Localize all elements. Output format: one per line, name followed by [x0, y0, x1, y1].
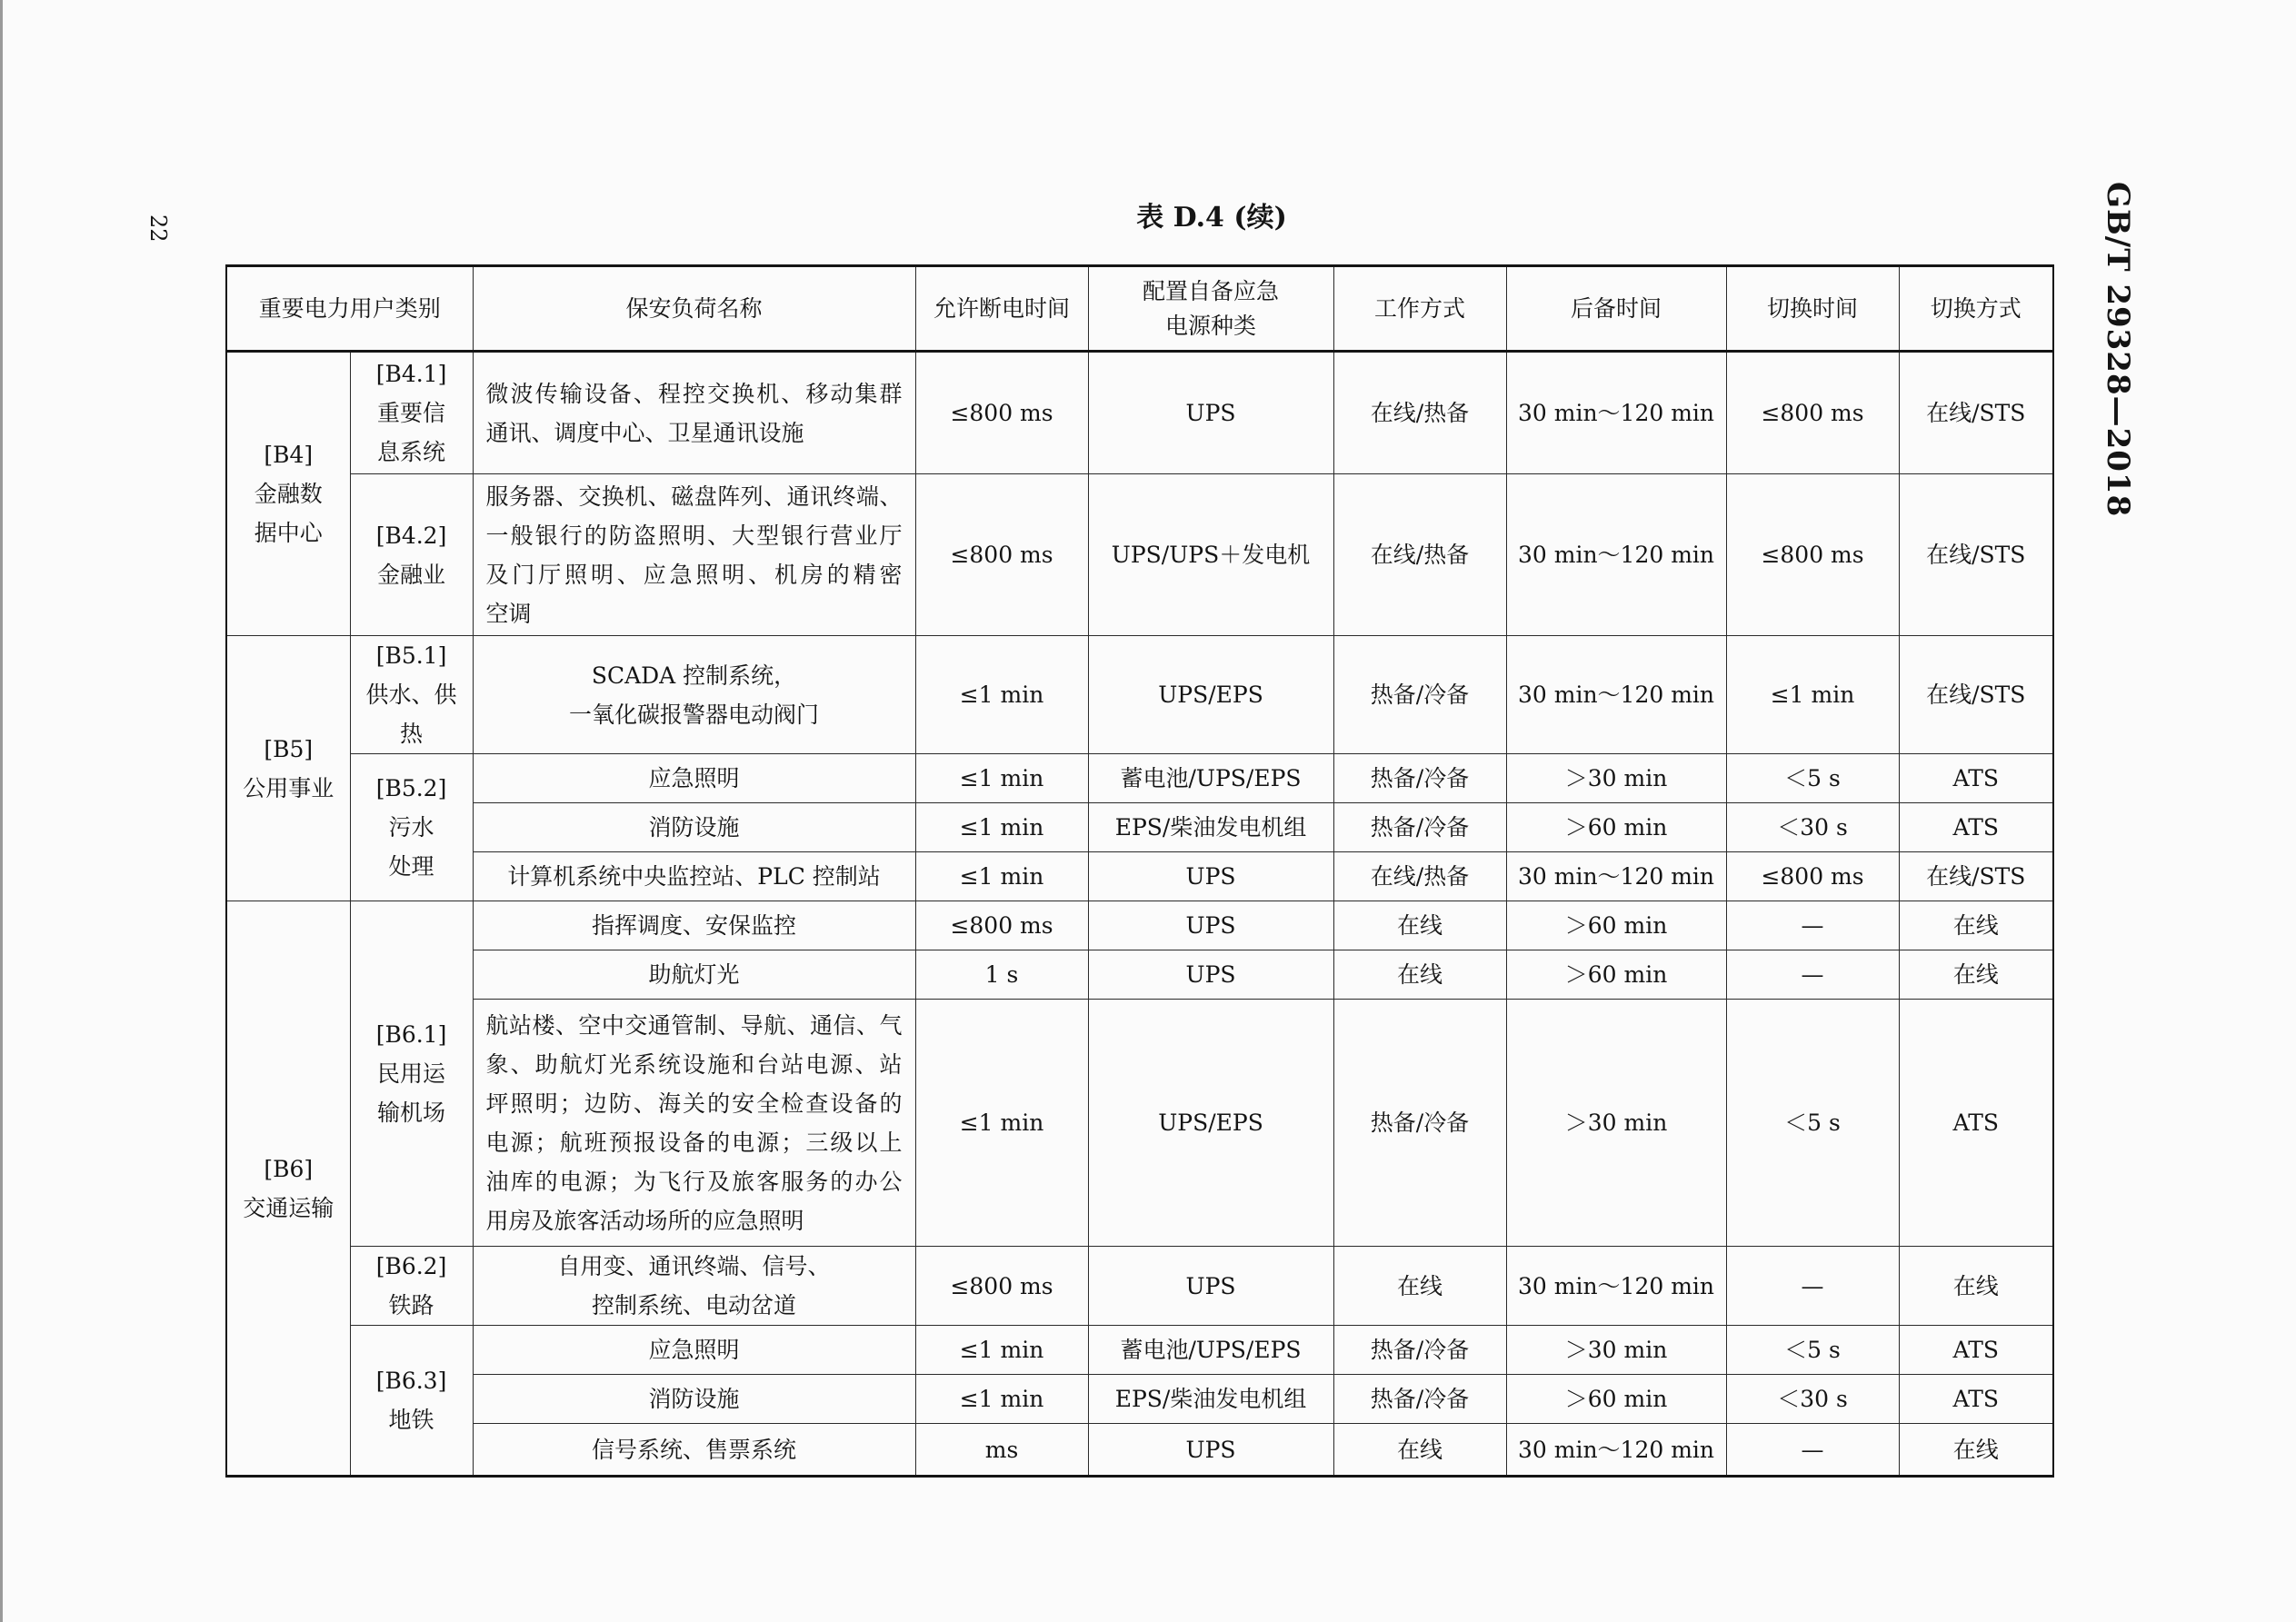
load-line: 电源；航班预报设备的电源；三级以上 — [485, 1129, 903, 1156]
load-name-cell: 消防设施 — [473, 1375, 915, 1424]
load-name-cell: 计算机系统中央监控站、PLC 控制站 — [473, 852, 915, 901]
subcategory-b5-2 — [350, 754, 473, 901]
load-line: 自用变、通讯终端、信号、 — [557, 1253, 831, 1279]
header-work-mode: 工作方式 — [1333, 266, 1506, 352]
backup-time-cell: ＞60 min — [1506, 803, 1726, 852]
subcategory-label: 供水、供热 — [365, 682, 457, 747]
header-power-source-line: 电源种类 — [1165, 312, 1257, 339]
work-mode-cell: 热备/冷备 — [1333, 1000, 1506, 1247]
load-name-cell: 应急照明 — [473, 1326, 915, 1375]
subcategory-label: 处理 — [388, 853, 434, 880]
load-line: 微波传输设备、程控交换机、移动集群 — [485, 380, 903, 407]
backup-time-cell: 30 min～120 min — [1506, 636, 1726, 754]
table-row — [226, 1000, 2053, 1247]
category-b4 — [226, 352, 350, 636]
load-line: 坪照明；边防、海关的安全检查设备的 — [485, 1090, 903, 1117]
load-line: 象、助航灯光系统设施和台站电源、站 — [485, 1050, 903, 1078]
category-b6 — [226, 901, 350, 1477]
subcategory-label: 息系统 — [377, 439, 446, 465]
page-edge-rule — [0, 0, 3, 1622]
switch-mode-cell: ATS — [1899, 803, 2053, 852]
work-mode-cell: 在线 — [1333, 1424, 1506, 1477]
switch-mode-cell: 在线/STS — [1899, 352, 2053, 474]
load-line: 一般银行的防盗照明、大型银行营业厅 — [485, 522, 903, 549]
power-source-cell: EPS/柴油发电机组 — [1088, 1375, 1333, 1424]
category-code: [B5] — [264, 735, 314, 762]
subcategory-b4-2 — [350, 474, 473, 636]
load-line: 及门厅照明、应急照明、机房的精密 — [485, 561, 903, 588]
switch-mode-cell: ATS — [1899, 1326, 2053, 1375]
subcategory-b5-1 — [350, 636, 473, 754]
switch-time-cell: ≤800 ms — [1726, 852, 1899, 901]
category-code: [B6] — [264, 1155, 314, 1182]
power-source-cell: UPS/EPS — [1088, 636, 1333, 754]
load-line: 用房及旅客活动场所的应急照明 — [485, 1207, 804, 1234]
load-name-cell — [473, 1247, 915, 1326]
backup-time-cell: ＞30 min — [1506, 754, 1726, 803]
switch-time-cell: ≤800 ms — [1726, 352, 1899, 474]
work-mode-cell: 在线 — [1333, 950, 1506, 1000]
power-source-cell: UPS — [1088, 852, 1333, 901]
switch-mode-cell: ATS — [1899, 754, 2053, 803]
category-code: [B4] — [264, 442, 314, 468]
work-mode-cell: 在线 — [1333, 1247, 1506, 1326]
power-source-cell: EPS/柴油发电机组 — [1088, 803, 1333, 852]
allowed-outage-cell: ≤800 ms — [915, 474, 1088, 636]
switch-time-cell: — — [1726, 1247, 1899, 1326]
power-source-cell: 蓄电池/UPS/EPS — [1088, 754, 1333, 803]
switch-time-cell: — — [1726, 901, 1899, 950]
load-line: 服务器、交换机、磁盘阵列、通讯终端、 — [485, 483, 903, 510]
load-name-cell — [473, 1000, 915, 1247]
subcategory-b6-1 — [350, 901, 473, 1247]
table-row — [226, 754, 2053, 803]
switch-mode-cell: ATS — [1899, 1000, 2053, 1247]
load-name-cell: 助航灯光 — [473, 950, 915, 1000]
switch-mode-cell: 在线 — [1899, 950, 2053, 1000]
header-backup-time: 后备时间 — [1506, 266, 1726, 352]
table-row — [226, 901, 2053, 950]
table-row — [226, 474, 2053, 636]
backup-time-cell: 30 min～120 min — [1506, 852, 1726, 901]
power-source-cell: UPS — [1088, 950, 1333, 1000]
work-mode-cell: 在线/热备 — [1333, 852, 1506, 901]
backup-time-cell: ＞60 min — [1506, 901, 1726, 950]
table-row — [226, 803, 2053, 852]
allowed-outage-cell: ≤1 min — [915, 1326, 1088, 1375]
header-switch-mode: 切换方式 — [1899, 266, 2053, 352]
subcategory-label: 输机场 — [377, 1100, 446, 1126]
table-header-row — [226, 266, 2053, 352]
header-switch-time: 切换时间 — [1726, 266, 1899, 352]
allowed-outage-cell: ≤1 min — [915, 754, 1088, 803]
work-mode-cell: 热备/冷备 — [1333, 1326, 1506, 1375]
category-label: 据中心 — [254, 520, 323, 546]
category-b5 — [226, 636, 350, 901]
table-row — [226, 1375, 2053, 1424]
subcategory-label: 重要信 — [377, 400, 446, 426]
power-source-cell: UPS/EPS — [1088, 1000, 1333, 1247]
power-source-cell: UPS/UPS＋发电机 — [1088, 474, 1333, 636]
page-number: 22 — [145, 214, 171, 243]
table-row — [226, 852, 2053, 901]
load-line: 航站楼、空中交通管制、导航、通信、气 — [485, 1011, 903, 1039]
backup-time-cell: ＞30 min — [1506, 1000, 1726, 1247]
header-load-name: 保安负荷名称 — [473, 266, 915, 352]
allowed-outage-cell: 1 s — [915, 950, 1088, 1000]
header-power-source-line: 配置自备应急 — [1143, 277, 1280, 304]
power-source-cell: UPS — [1088, 901, 1333, 950]
table-row — [226, 1247, 2053, 1326]
load-name-cell: 应急照明 — [473, 754, 915, 803]
subcategory-b6-3 — [350, 1326, 473, 1477]
switch-mode-cell: 在线 — [1899, 1247, 2053, 1326]
backup-time-cell: 30 min～120 min — [1506, 1247, 1726, 1326]
allowed-outage-cell: ms — [915, 1424, 1088, 1477]
load-line: 控制系统、电动岔道 — [592, 1292, 797, 1318]
switch-time-cell: ＜30 s — [1726, 803, 1899, 852]
allowed-outage-cell: ≤800 ms — [915, 901, 1088, 950]
subcategory-code: [B6.1] — [375, 1021, 447, 1048]
subcategory-code: [B5.1] — [375, 642, 447, 669]
backup-time-cell: 30 min～120 min — [1506, 474, 1726, 636]
load-name-cell — [473, 352, 915, 474]
backup-time-cell: ＞30 min — [1506, 1326, 1726, 1375]
load-name-cell: 指挥调度、安保监控 — [473, 901, 915, 950]
table-row — [226, 1326, 2053, 1375]
header-user-category: 重要电力用户类别 — [226, 266, 473, 352]
load-line: 一氧化碳报警器电动阀门 — [569, 701, 820, 728]
header-allowed-outage: 允许断电时间 — [915, 266, 1088, 352]
load-line: 空调 — [485, 600, 532, 627]
switch-mode-cell: 在线 — [1899, 901, 2053, 950]
backup-time-cell: ＞60 min — [1506, 1375, 1726, 1424]
switch-time-cell: ＜30 s — [1726, 1375, 1899, 1424]
table-row — [226, 1424, 2053, 1477]
subcategory-label: 金融业 — [377, 561, 446, 588]
subcategory-label: 铁路 — [388, 1292, 434, 1318]
switch-mode-cell: ATS — [1899, 1375, 2053, 1424]
subcategory-label: 民用运 — [377, 1060, 446, 1087]
load-name-cell — [473, 636, 915, 754]
switch-time-cell: ＜5 s — [1726, 1326, 1899, 1375]
subcategory-code: [B4.1] — [375, 361, 447, 387]
subcategory-code: [B6.2] — [375, 1253, 447, 1279]
switch-mode-cell: 在线 — [1899, 1424, 2053, 1477]
allowed-outage-cell: ≤1 min — [915, 852, 1088, 901]
switch-time-cell: — — [1726, 950, 1899, 1000]
allowed-outage-cell: ≤1 min — [915, 803, 1088, 852]
allowed-outage-cell: ≤1 min — [915, 1375, 1088, 1424]
switch-time-cell: ≤800 ms — [1726, 474, 1899, 636]
switch-time-cell: ＜5 s — [1726, 1000, 1899, 1247]
allowed-outage-cell: ≤800 ms — [915, 352, 1088, 474]
allowed-outage-cell: ≤1 min — [915, 636, 1088, 754]
work-mode-cell: 热备/冷备 — [1333, 1375, 1506, 1424]
power-source-cell: UPS — [1088, 1424, 1333, 1477]
load-line: 通讯、调度中心、卫星通讯设施 — [485, 419, 804, 446]
load-name-cell: 信号系统、售票系统 — [473, 1424, 915, 1477]
switch-time-cell: — — [1726, 1424, 1899, 1477]
load-line: 油库的电源；为飞行及旅客服务的办公 — [485, 1168, 903, 1195]
subcategory-b6-2 — [350, 1247, 473, 1326]
switch-mode-cell: 在线/STS — [1899, 636, 2053, 754]
header-power-source — [1088, 266, 1333, 352]
subcategory-label: 污水 — [388, 814, 434, 841]
load-line: SCADA 控制系统， — [591, 662, 797, 689]
subcategory-b4-1 — [350, 352, 473, 474]
table-row — [226, 352, 2053, 474]
load-name-cell — [473, 474, 915, 636]
switch-mode-cell: 在线/STS — [1899, 852, 2053, 901]
backup-time-cell: 30 min～120 min — [1506, 1424, 1726, 1477]
backup-time-cell: 30 min～120 min — [1506, 352, 1726, 474]
backup-time-cell: ＞60 min — [1506, 950, 1726, 1000]
table-row — [226, 950, 2053, 1000]
subcategory-code: [B6.3] — [375, 1368, 447, 1394]
allowed-outage-cell: ≤1 min — [915, 1000, 1088, 1247]
category-label: 公用事业 — [243, 774, 334, 801]
switch-mode-cell: 在线/STS — [1899, 474, 2053, 636]
power-source-cell: 蓄电池/UPS/EPS — [1088, 1326, 1333, 1375]
subcategory-label: 地铁 — [388, 1407, 434, 1433]
work-mode-cell: 在线/热备 — [1333, 352, 1506, 474]
switch-time-cell: ＜5 s — [1726, 754, 1899, 803]
table-row — [226, 636, 2053, 754]
switch-time-cell: ≤1 min — [1726, 636, 1899, 754]
power-source-cell: UPS — [1088, 352, 1333, 474]
emergency-power-table — [225, 264, 2054, 1478]
category-label: 金融数 — [254, 481, 323, 507]
subcategory-code: [B5.2] — [375, 775, 447, 801]
allowed-outage-cell: ≤800 ms — [915, 1247, 1088, 1326]
work-mode-cell: 热备/冷备 — [1333, 754, 1506, 803]
work-mode-cell: 热备/冷备 — [1333, 636, 1506, 754]
category-label: 交通运输 — [243, 1194, 334, 1221]
work-mode-cell: 在线 — [1333, 901, 1506, 950]
standard-code-header: GB/T 29328—2018 — [2100, 182, 2136, 518]
table-title: 表 D.4 (续) — [1136, 202, 1287, 234]
load-name-cell: 消防设施 — [473, 803, 915, 852]
power-source-cell: UPS — [1088, 1247, 1333, 1326]
work-mode-cell: 热备/冷备 — [1333, 803, 1506, 852]
work-mode-cell: 在线/热备 — [1333, 474, 1506, 636]
subcategory-code: [B4.2] — [375, 522, 447, 549]
